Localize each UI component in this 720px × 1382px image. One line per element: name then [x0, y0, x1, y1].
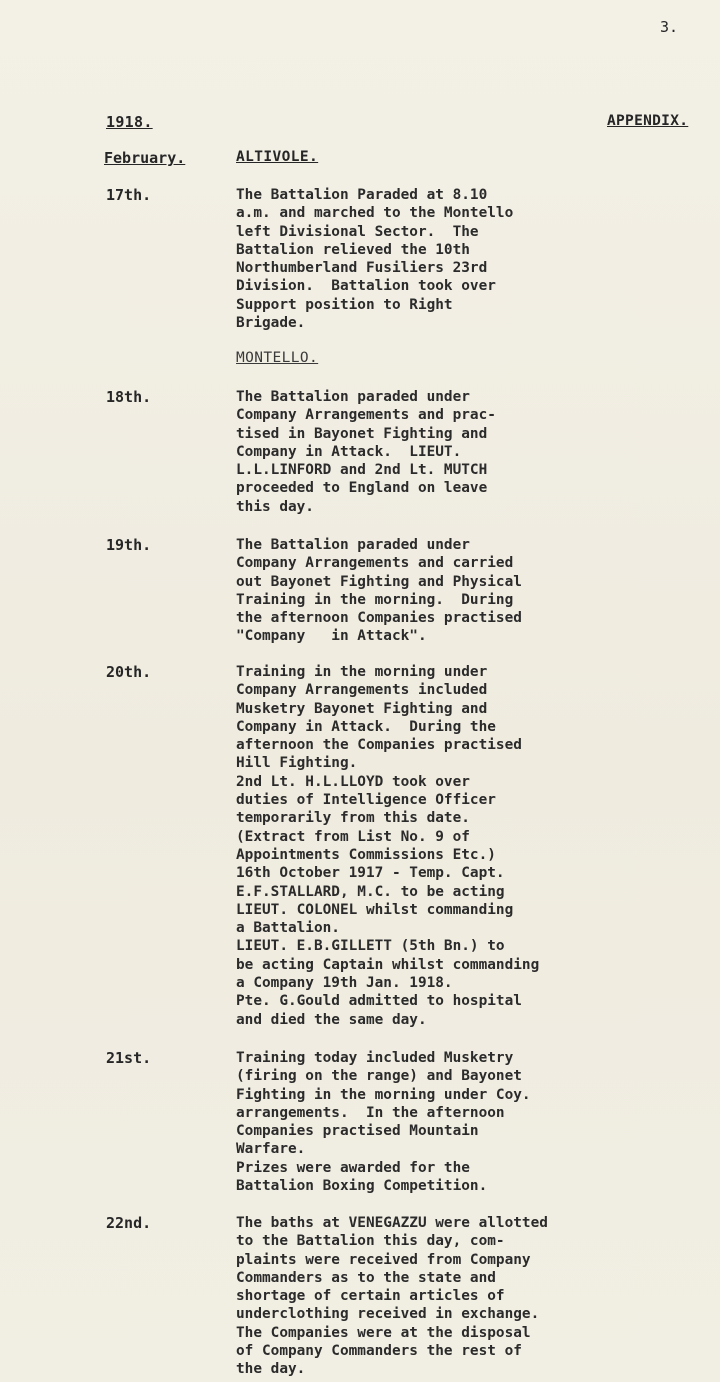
- entry-date: 19th.: [106, 536, 152, 554]
- location-montello: MONTELLO.: [236, 350, 319, 366]
- entry-text: The Battalion paraded under Company Arrangements and prac- tised in Bayonet Fighting and Company in Attack. LIEUT. L.L.LINFORD and 2nd Lt. MUTCH proceeded to England on leave this day.: [236, 389, 496, 515]
- appendix-heading: APPENDIX.: [607, 113, 689, 129]
- entry-text: Training in the morning under Company Arrangements included Musketry Bayonet Fighting and Company in Attack. During the afternoon the Companies practised Hill Fighting. 2nd Lt. H.L.LLOYD took over duties of Intelligence Officer temporarily from this date. (Extract from List No. 9 of Appointments Commissions Etc.) 16th October 1917 - Temp. Capt. E.F.STALLARD, M.C. to be acting LIEUT. COLONEL whilst commanding a Battalion. LIEUT. E.B.GILLETT (5th Bn.) to be acting Captain whilst commanding a Company 19th Jan. 1918. Pte. G.Gould admitted to hospital and died the same day.: [236, 664, 540, 1028]
- entry-text: The Battalion paraded under Company Arrangements and carried out Bayonet Fighting and Physical Training in the morning. During the afternoon Companies practised "Company in Attack".: [236, 537, 522, 645]
- entry-date: 17th.: [106, 186, 152, 204]
- entry-date: 21st.: [106, 1049, 152, 1067]
- entry-date: 20th.: [106, 663, 152, 681]
- entry-text: The baths at VENEGAZZU were allotted to the Battalion this day, com- plaints were received from Company Commanders as to the state and shortage of certain articles of underclothing received in exchange. The Companies were at the disposal of Company Commanders the rest of the day.: [236, 1215, 548, 1378]
- entry-date: 22nd.: [106, 1214, 152, 1232]
- entry-date: 18th.: [106, 388, 152, 406]
- page-number: 3.: [660, 18, 679, 36]
- location-altivole: ALTIVOLE.: [236, 149, 319, 165]
- entry-text: Training today included Musketry (firing on the range) and Bayonet Fighting in the morning under Coy. arrangements. In the afternoon Companies practised Mountain Warfare. Prizes were awarded for the Battalion Boxing Competition.: [236, 1050, 531, 1195]
- month-heading: February.: [104, 149, 186, 167]
- year-heading: 1918.: [106, 113, 153, 131]
- entry-text: The Battalion Paraded at 8.10 a.m. and marched to the Montello left Divisional Sector. The Battalion relieved the 10th Northumberland Fusiliers 23rd Division. Battalion took over Support position to Right Brigade.: [236, 187, 514, 332]
